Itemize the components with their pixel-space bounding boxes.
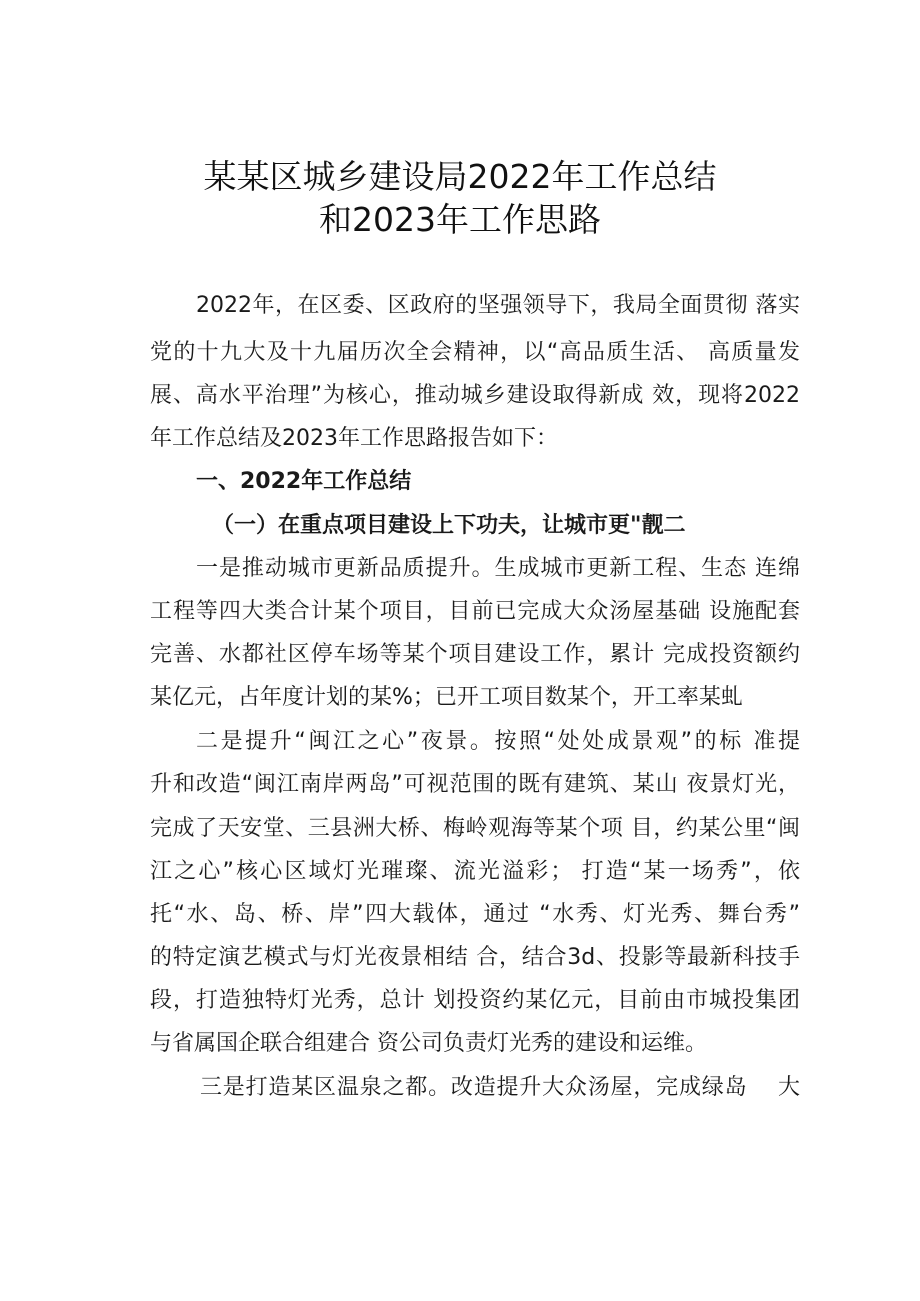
paragraph-line: 段，打造独特灯光秀，总计 划投资约某亿元，目前由市城投集团	[150, 988, 800, 1013]
paragraph-line: 托“水、岛、桥、岸”四大载体，通过 “水秀、灯光秀、舞台秀”	[150, 902, 800, 927]
paragraph-line: 江之心”核心区域灯光璀璨、流光溢彩； 打造“某一场秀”，依	[150, 859, 800, 884]
subsection-heading: （一）在重点项目建设上下功夫，让城市更"靓二	[212, 513, 686, 538]
paragraph-line: 工程等四大类合计某个项目，目前已完成大众汤屋基础 设施配套	[150, 599, 800, 624]
paragraph-line: 的特定演艺模式与灯光夜景相结 合，结合3d、投影等最新科技手	[150, 945, 800, 970]
paragraph-line: 与省属国企联合组建合 资公司负责灯光秀的建设和运维。	[150, 1031, 707, 1056]
paragraph-line: 某亿元，占年度计划的某%；已开工项目数某个，开工率某虬	[150, 685, 743, 710]
paragraph-line: 完善、水都社区停车场等某个项目建设工作，累计 完成投资额约	[150, 642, 800, 667]
intro-line: 年工作总结及2023年工作思路报告如下：	[150, 426, 558, 451]
document-title-line-2: 和2023年工作思路	[319, 200, 601, 239]
paragraph-line: 一是推动城市更新品质提升。生成城市更新工程、生态 连绵	[196, 556, 800, 581]
document-title-line-1: 某某区城乡建设局2022年工作总结	[203, 157, 717, 196]
intro-line: 展、高水平治理”为核心，推动城乡建设取得新成 效，现将2022	[150, 383, 800, 408]
paragraph-line: 完成了天安堂、三县洲大桥、梅岭观海等某个项 目，约某公里“闽	[150, 816, 800, 841]
section-heading: 一、2022年工作总结	[196, 469, 412, 494]
paragraph-line: 二是提升“闽江之心”夜景。按照“处处成景观”的标 准提	[196, 729, 800, 754]
intro-line: 2022年，在区委、区政府的坚强领导下，我局全面贯彻 落实	[196, 293, 800, 318]
intro-line: 党的十九大及十九届历次全会精神，以“高品质生活、 高质量发	[150, 340, 800, 365]
paragraph-line: 三是打造某区温泉之都。改造提升大众汤屋，完成绿岛 大	[200, 1075, 800, 1100]
paragraph-line: 升和改造“闽江南岸两岛”可视范围的既有建筑、某山 夜景灯光，	[150, 772, 800, 797]
